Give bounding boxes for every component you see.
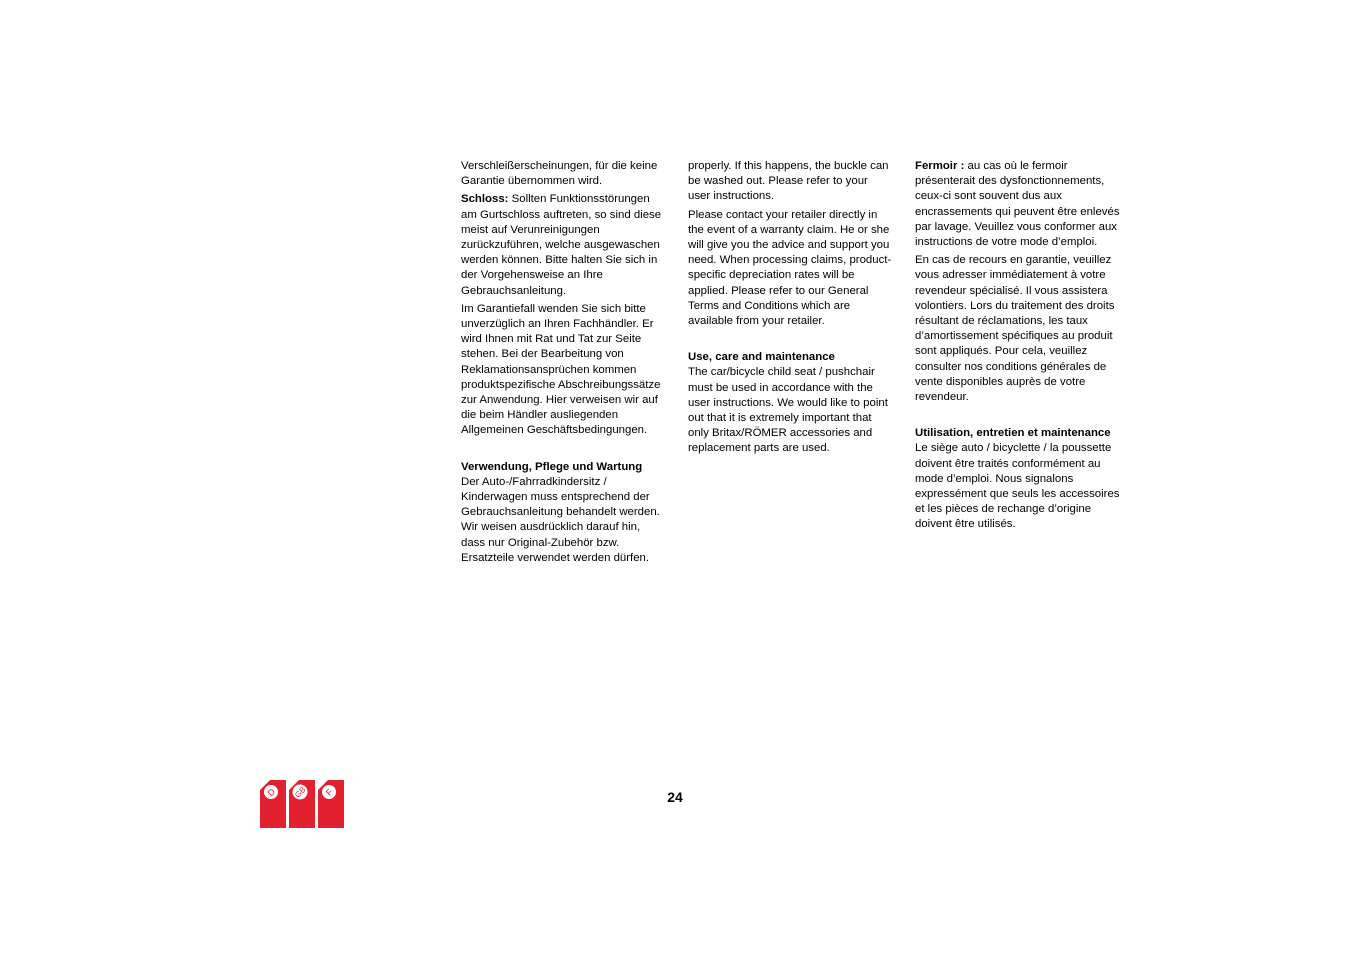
- german-heading: Verwendung, Pflege und Wartung: [461, 460, 643, 473]
- language-tab-f: [318, 780, 346, 828]
- language-tab-gb: [289, 780, 317, 828]
- french-paragraph-1: [915, 159, 1120, 250]
- german-paragraph-3: Im Garantiefall wenden Sie sich bitte unverzüglich an Ihren Fachhändler. Er wird Ihnen mit Rat und Tat zur Seite stehen. Bei der Bearbeitung von Reklamationsansprüchen kommen produktspezifische Abschreibungssätze zur Anwendung. Hier verweisen wir auf die beim Händler ausliegenden Allgemeinen Geschäftsbedingungen.: [461, 302, 661, 437]
- french-paragraph-2: En cas de recours en garantie, veuillez vous adresser immédiatement à votre revendeur spécialisé. Il vous assistera volontiers. Lors du traitement des droits résultant de réclamations, les taux d’amortissement spécifiques au produit sont appliqués. Pour cela, veuillez consulter nos conditions générales de vente disponibles auprès de votre revendeur.: [915, 254, 1115, 404]
- french-heading: Utilisation, entretien et maintenance: [915, 427, 1111, 440]
- german-paragraph-1: Verschleißerscheinungen, für die keine Garantie übernommen wird.: [461, 160, 658, 188]
- english-paragraph-1: properly. If this happens, the buckle can be washed out. Please refer to your user instructions.: [688, 160, 889, 203]
- language-tab-d: [260, 780, 288, 828]
- tab-d-label: D: [265, 786, 278, 799]
- english-paragraph-3: The car/bicycle child seat / pushchair must be used in accordance with the user instructions. We would like to point out that it is extremely important that only Britax/RÖMER accessories and replacement parts are used.: [688, 366, 888, 455]
- french-clasp-label: Fermoir :: [915, 160, 965, 172]
- tab-gb-label: GB: [293, 785, 308, 800]
- tab-f-label: F: [323, 786, 335, 798]
- german-clasp-label: Schloss:: [461, 193, 509, 206]
- english-heading: Use, care and maintenance: [688, 351, 835, 364]
- french-clasp-text: au cas où le fermoir présenterait des dysfonctionnements, ceux-ci sont souvent dus aux encrassements qui peuvent être enlevés par lavage. Veuillez vous conformer aux instructions de votre mode d’emploi.: [915, 160, 1120, 249]
- french-column: [915, 159, 1120, 536]
- german-column: [461, 159, 666, 569]
- french-paragraph-3: Le siège auto / bicyclette / la poussette doivent être traités conformément au mode d’emploi. Nous signalons expressément que seuls les accessoires et les pièces de rechange d’origine doivent être utilisés.: [915, 442, 1120, 531]
- page-number: 24: [667, 789, 683, 805]
- english-column: [688, 159, 893, 460]
- german-clasp-text: Sollten Funktionsstörungen am Gurtschloss auftreten, so sind diese meist auf Verunreinigungen zurückzuführen, welche ausgewaschen werden können. Bitte halten Sie sich in der Vorgehensweise an Ihre Gebrauchsanleitung.: [461, 193, 662, 297]
- english-paragraph-2: Please contact your retailer directly in the event of a warranty claim. He or she will give you the advice and support you need. When processing claims, product-specific depreciation rates will be applied. Please refer to our General Terms and Conditions which are available from your retailer.: [688, 208, 892, 328]
- german-paragraph-4: Der Auto-/Fahrradkindersitz / Kinderwagen muss entsprechend der Gebrauchsanleitung behandelt werden. Wir weisen ausdrücklich darauf hin, dass nur Original-Zubehör bzw. Ersatzteile verwendet werden dürfen.: [461, 475, 660, 564]
- german-paragraph-2: [461, 192, 666, 298]
